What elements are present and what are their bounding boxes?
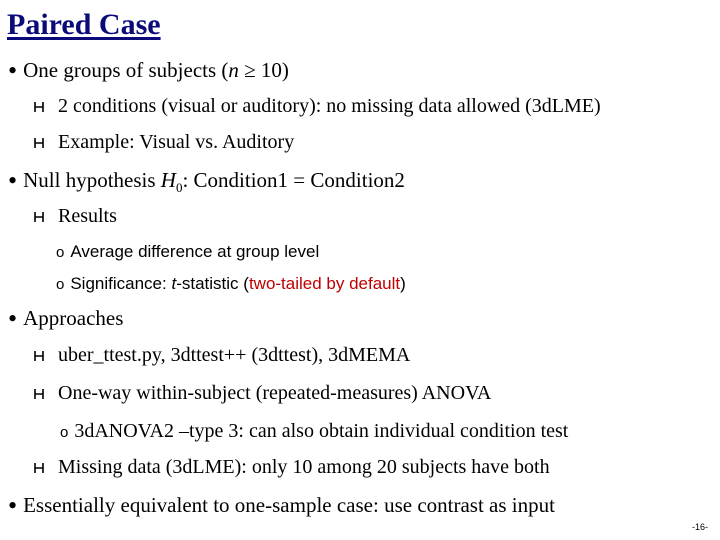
bullet-subjects: • One groups of subjects (n ≥ 10) bbox=[8, 56, 289, 85]
page-number: -16- bbox=[691, 522, 708, 532]
bullet-null-hypothesis: • Null hypothesis $H_0$: Condition1 = Condition2 bbox=[8, 166, 405, 196]
subsubbullet-text: 3dANOVA2 –type 3: can also obtain individual condition test bbox=[74, 420, 569, 442]
bullet-equivalent: • Essentially equivalent to one-sample case: use contrast as input bbox=[8, 491, 555, 520]
h-bullet-icon bbox=[32, 100, 50, 114]
subbullet-text: uber_ttest.py, 3dttest++ (3dttest), 3dMEMA bbox=[58, 344, 411, 366]
bullet-approaches: • Approaches bbox=[8, 304, 124, 333]
t-variable: t bbox=[171, 274, 177, 293]
o-bullet-icon: o bbox=[56, 276, 65, 293]
o-bullet-icon: o bbox=[60, 424, 69, 441]
subsubbullet-significance bbox=[56, 274, 406, 294]
subbullet-conditions bbox=[32, 95, 601, 118]
highlight-text: two-tailed by default bbox=[248, 274, 401, 293]
subscript: 0 bbox=[175, 180, 183, 196]
subbullet-text: Example: Visual vs. Auditory bbox=[58, 131, 295, 153]
slide-title: Paired Case bbox=[7, 8, 161, 41]
bullet-text: Null hypothesis bbox=[23, 168, 161, 192]
subbullet-text: Missing data (3dLME): only 10 among 20 subjects have both bbox=[58, 456, 550, 478]
subsubbullet-text: Average difference at group level bbox=[70, 242, 320, 261]
bullet-text: Approaches bbox=[23, 306, 124, 330]
subsubbullet-text: ) bbox=[400, 274, 406, 293]
bullet-text: : Condition1 = Condition2 bbox=[182, 168, 405, 192]
subbullet-anova bbox=[32, 382, 491, 405]
subbullet-text: Results bbox=[58, 205, 117, 227]
h-bullet-icon bbox=[32, 349, 50, 363]
bullet-text: Essentially equivalent to one-sample case: use contrast as input bbox=[23, 493, 555, 517]
subbullet-text: One-way within-subject (repeated-measures) ANOVA bbox=[58, 382, 492, 404]
subbullet-tools bbox=[32, 344, 410, 367]
subsubbullet-text: -statistic ( bbox=[176, 274, 249, 293]
h-bullet-icon bbox=[32, 210, 50, 224]
h-bullet-icon bbox=[32, 136, 50, 150]
subsubbullet-text: Significance: bbox=[70, 274, 172, 293]
subsubbullet-anova2 bbox=[60, 420, 568, 443]
h-bullet-icon bbox=[32, 387, 50, 401]
subbullet-results bbox=[32, 205, 117, 228]
bullet-text: ≥ 10) bbox=[238, 58, 289, 82]
h-variable: H bbox=[160, 168, 176, 192]
n-variable: n bbox=[228, 58, 239, 82]
subbullet-missing bbox=[32, 456, 550, 479]
bullet-text: One groups of subjects ( bbox=[23, 58, 229, 82]
subsubbullet-average bbox=[56, 242, 319, 262]
h-bullet-icon bbox=[32, 461, 50, 475]
o-bullet-icon: o bbox=[56, 244, 65, 261]
subbullet-text: 2 conditions (visual or auditory): no missing data allowed (3dLME) bbox=[58, 95, 601, 117]
subbullet-example bbox=[32, 131, 294, 154]
